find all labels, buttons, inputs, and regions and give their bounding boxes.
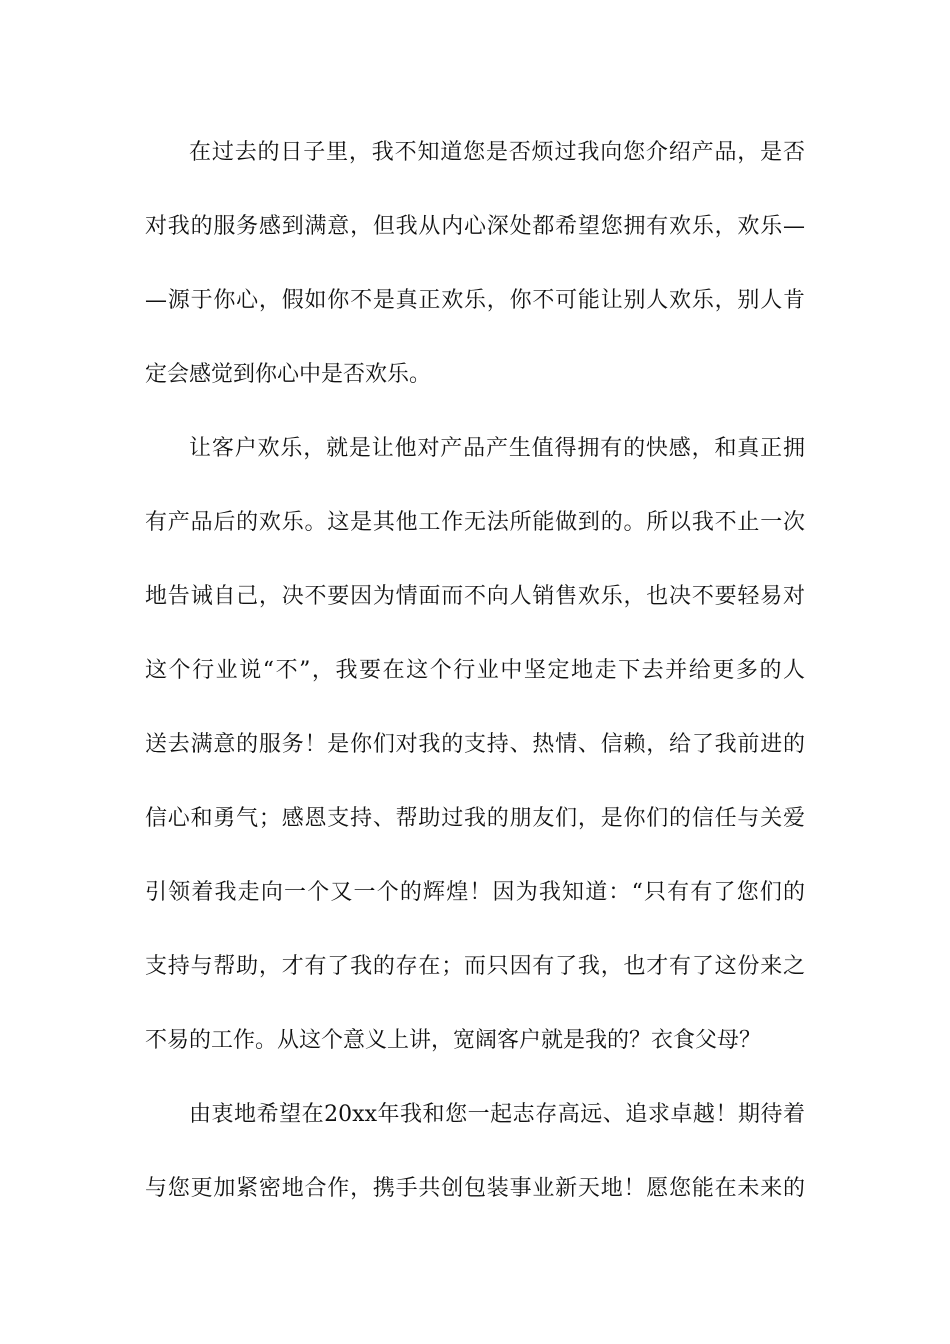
paragraph-2-line-9: 不易的工作。从这个意义上讲，宽阔客户就是我的？衣食父母？ — [145, 1028, 762, 1053]
paragraph-1-line-4: 定会感觉到你心中是否欢乐。 — [145, 362, 432, 387]
document-body — [145, 128, 805, 1238]
paragraph-3-line-1: 由衷地希望在20xx年我和您一起志存高远、追求卓越！期待着 — [189, 1102, 805, 1127]
paragraph-1-line-1: 在过去的日子里，我不知道您是否烦过我向您介绍产品，是否 — [189, 140, 805, 165]
paragraph-3-line-2: 与您更加紧密地合作，携手共创包装事业新天地！愿您能在未来的 — [145, 1176, 805, 1201]
paragraph-2-line-5: 送去满意的服务！是你们对我的支持、热情、信赖，给了我前进的 — [145, 732, 805, 757]
paragraph-2-line-2: 有产品后的欢乐。这是其他工作无法所能做到的。所以我不止一次 — [145, 510, 805, 535]
paragraph-2-line-1: 让客户欢乐，就是让他对产品产生值得拥有的快感，和真正拥 — [189, 436, 805, 461]
paragraph-2-line-8: 支持与帮助，才有了我的存在；而只因有了我，也才有了这份来之 — [145, 954, 805, 979]
paragraph-2-line-7: 引领着我走向一个又一个的辉煌！因为我知道：“只有有了您们的 — [145, 880, 805, 905]
paragraph-2-line-4: 这个行业说“不”，我要在这个行业中坚定地走下去并给更多的人 — [145, 658, 805, 683]
paragraph-1-line-3: —源于你心，假如你不是真正欢乐，你不可能让别人欢乐，别人肯 — [145, 288, 805, 313]
paragraph-1-line-2: 对我的服务感到满意，但我从内心深处都希望您拥有欢乐，欢乐— — [145, 214, 805, 239]
paragraph-2-line-3: 地告诫自己，决不要因为情面而不向人销售欢乐，也决不要轻易对 — [145, 584, 805, 609]
paragraph-2-line-6: 信心和勇气；感恩支持、帮助过我的朋友们，是你们的信任与关爱 — [145, 806, 805, 831]
